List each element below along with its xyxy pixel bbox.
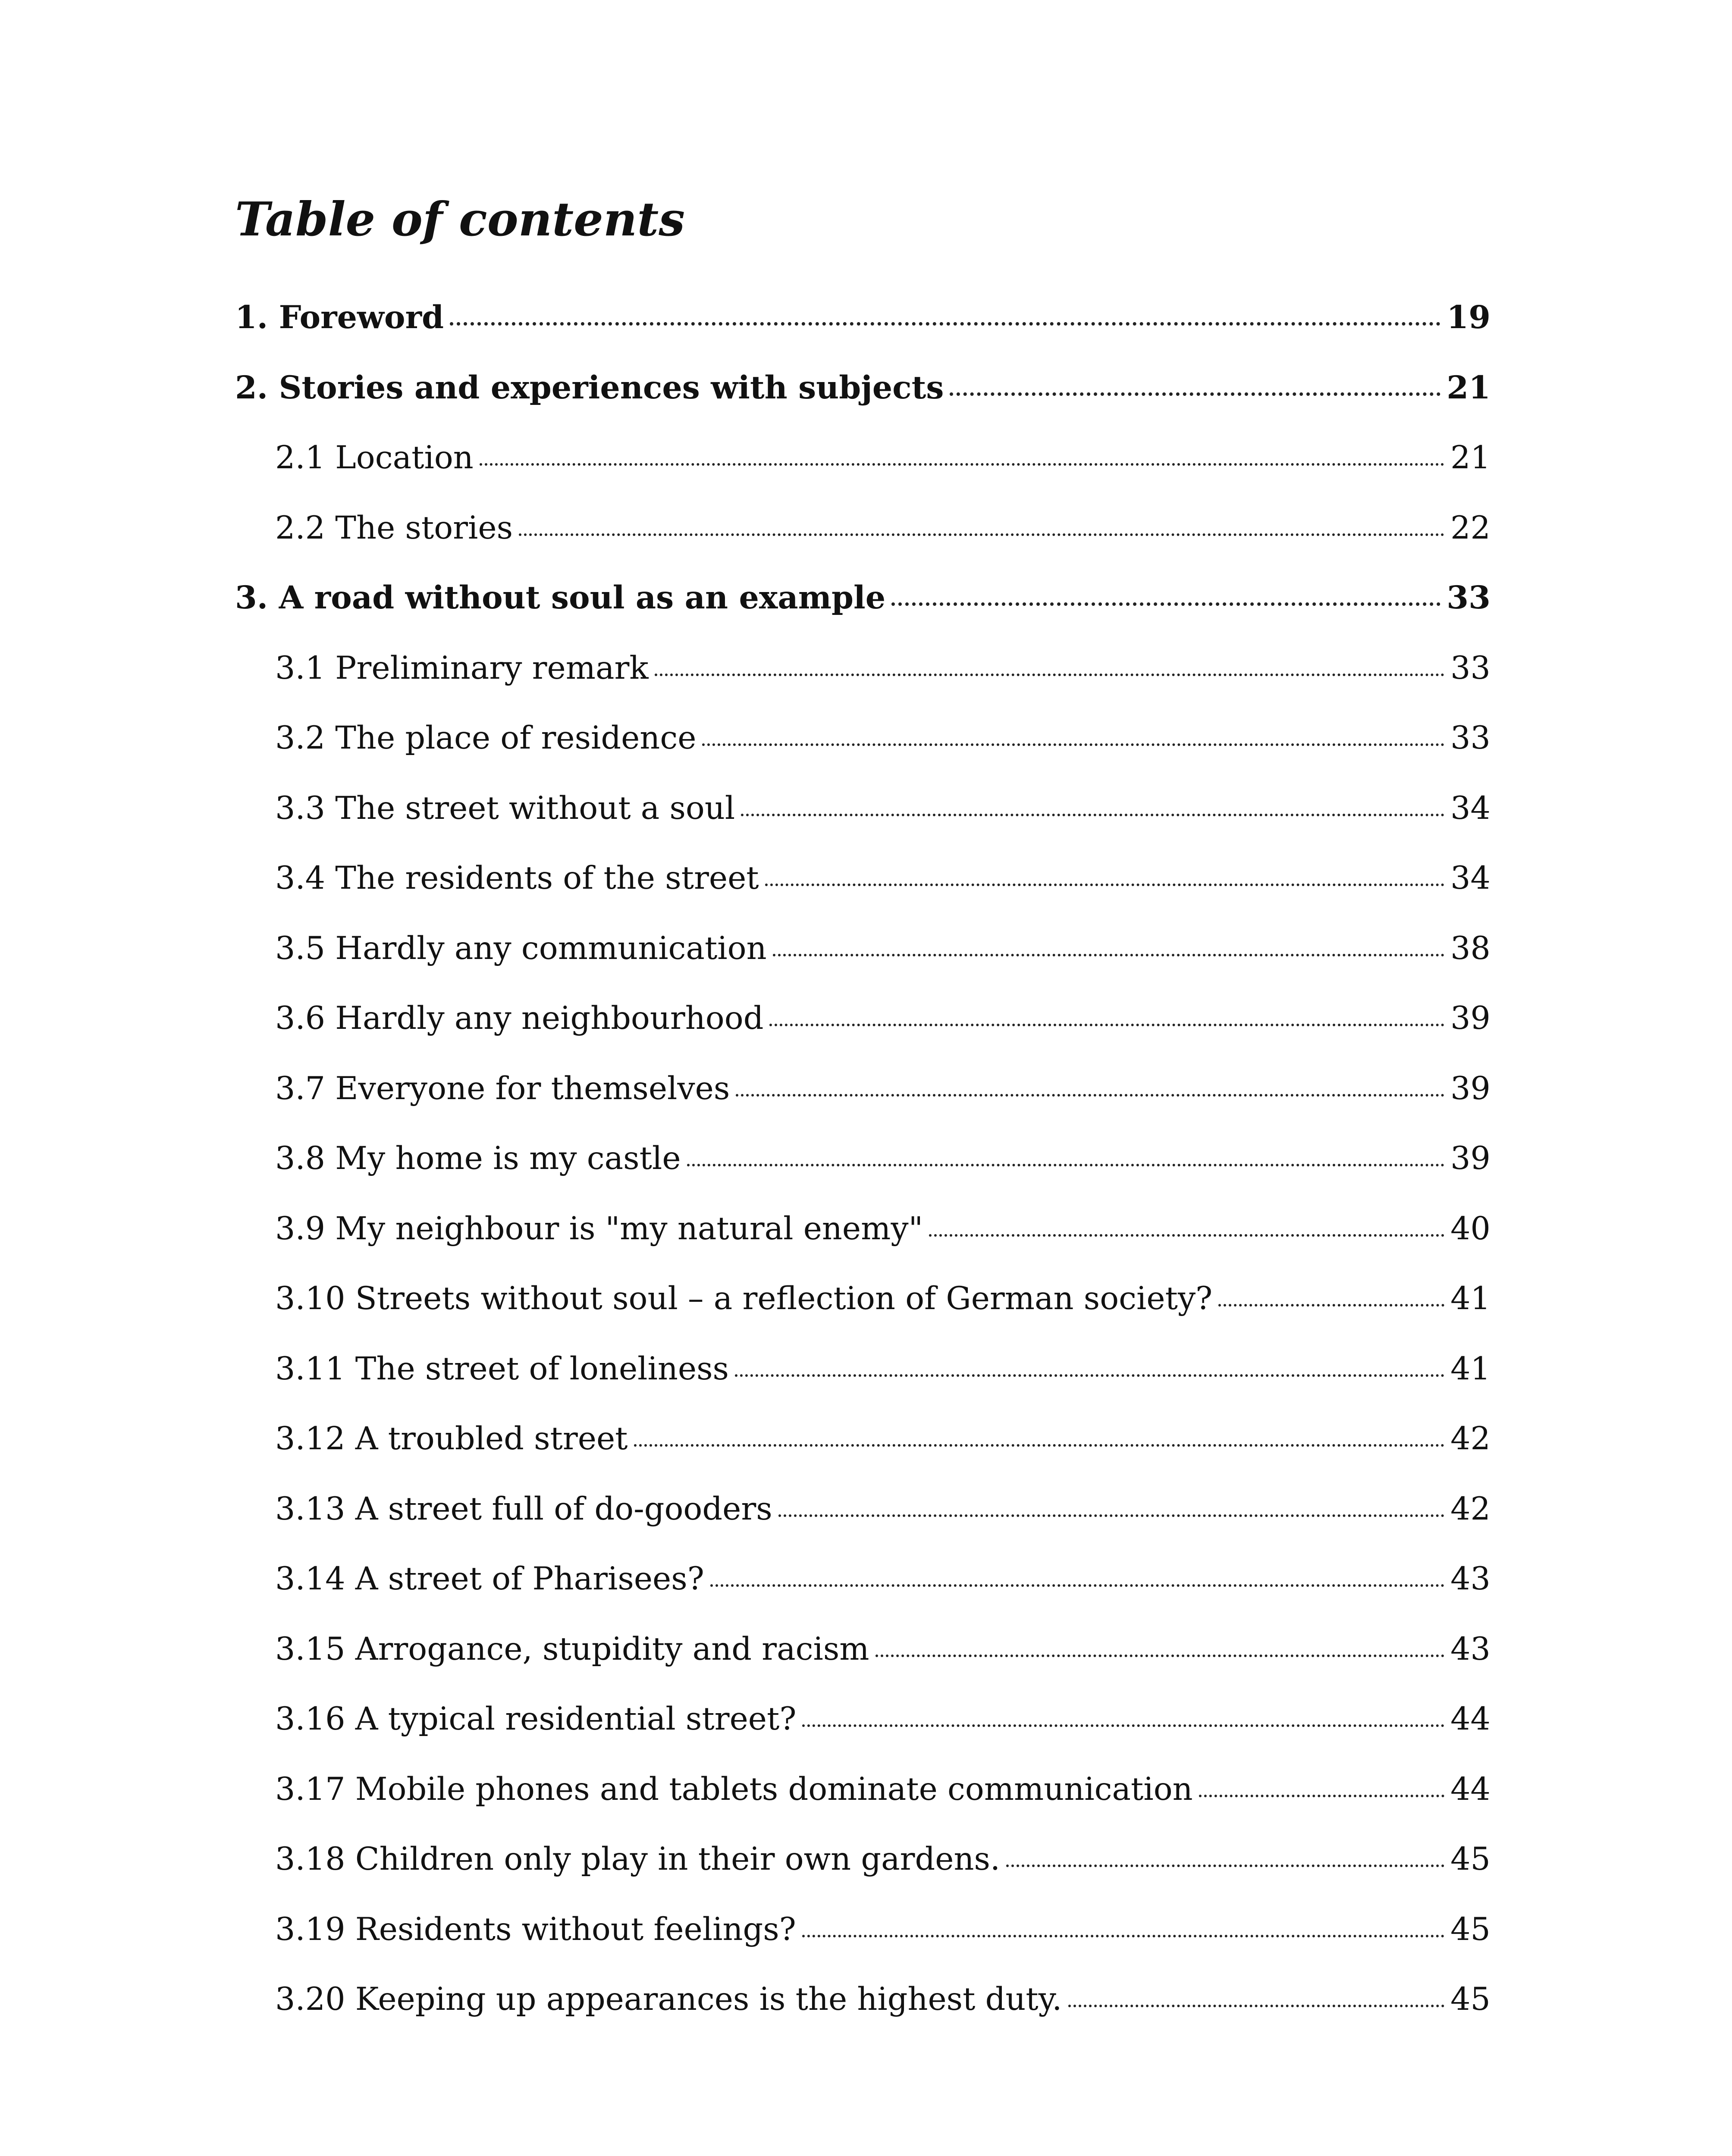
toc-entry[interactable]	[0, 930, 1732, 1003]
page-title: Table of contents	[235, 192, 685, 247]
toc-entry-label: 3.11 The street of loneliness	[275, 1350, 729, 1387]
dot-leader	[891, 602, 1440, 606]
dot-leader	[1068, 2005, 1445, 2007]
toc-entry-page: 45	[1450, 1981, 1490, 2018]
toc-entry-label: 3.4 The residents of the street	[275, 860, 759, 896]
toc-entry-page: 45	[1450, 1911, 1490, 1948]
toc-entry[interactable]	[0, 1350, 1732, 1423]
dot-leader	[687, 1164, 1445, 1166]
dot-leader	[950, 392, 1440, 396]
toc-list	[0, 299, 1732, 2054]
dot-leader	[769, 1024, 1444, 1026]
toc-entry-page: 21	[1446, 369, 1490, 406]
toc-entry-label: 3.16 A typical residential street?	[275, 1701, 797, 1737]
toc-entry-page: 43	[1450, 1630, 1490, 1667]
toc-entry[interactable]	[0, 1420, 1732, 1493]
toc-entry-page: 41	[1450, 1350, 1490, 1387]
toc-entry-page: 42	[1450, 1490, 1490, 1527]
toc-entry-label: 3.8 My home is my castle	[275, 1140, 681, 1177]
toc-entry-label: 3.3 The street without a soul	[275, 790, 735, 827]
dot-leader	[778, 1514, 1444, 1517]
dot-leader	[519, 533, 1444, 536]
toc-entry[interactable]	[0, 439, 1732, 512]
toc-entry-label: 3.14 A street of Pharisees?	[275, 1561, 704, 1597]
toc-entry-page: 44	[1450, 1771, 1490, 1808]
toc-entry-label: 3.7 Everyone for themselves	[275, 1070, 730, 1107]
toc-entry[interactable]	[0, 1703, 1732, 1774]
toc-entry[interactable]	[0, 649, 1732, 723]
toc-entry-page: 44	[1450, 1701, 1490, 1737]
toc-entry-page: 33	[1450, 720, 1490, 756]
toc-entry[interactable]	[0, 1911, 1732, 1984]
dot-leader	[702, 743, 1444, 746]
toc-entry-page: 38	[1450, 930, 1490, 967]
toc-entry[interactable]	[0, 369, 1732, 442]
toc-entry[interactable]	[0, 862, 1732, 933]
dot-leader	[480, 463, 1444, 466]
toc-entry[interactable]	[0, 1280, 1732, 1353]
toc-entry-label: 3.9 My neighbour is "my natural enemy"	[275, 1210, 923, 1247]
toc-entry-label: 3.19 Residents without feelings?	[275, 1911, 796, 1948]
toc-entry-label: 3. A road without soul as an example	[235, 579, 886, 616]
toc-entry-page: 34	[1450, 860, 1490, 896]
toc-entry-page: 22	[1450, 509, 1490, 546]
toc-entry-page: 43	[1450, 1561, 1490, 1597]
dot-leader	[929, 1234, 1444, 1237]
toc-entry-label: 2.1 Location	[275, 439, 474, 476]
toc-entry[interactable]	[0, 1210, 1732, 1283]
toc-entry-page: 34	[1450, 790, 1490, 827]
dot-leader	[765, 884, 1444, 886]
dot-leader	[655, 674, 1444, 676]
toc-entry-label: 3.13 A street full of do-gooders	[275, 1490, 772, 1527]
toc-entry-page: 39	[1450, 1140, 1490, 1177]
toc-entry-page: 39	[1450, 1070, 1490, 1107]
toc-entry-label: 3.12 A troubled street	[275, 1420, 628, 1457]
toc-entry-page: 39	[1450, 1000, 1490, 1037]
toc-entry-page: 40	[1450, 1210, 1490, 1247]
toc-entry[interactable]	[0, 722, 1732, 793]
toc-entry-page: 41	[1450, 1280, 1490, 1317]
toc-entry[interactable]	[0, 579, 1732, 652]
toc-entry[interactable]	[0, 1140, 1732, 1213]
dot-leader	[450, 322, 1440, 326]
toc-entry-label: 3.1 Preliminary remark	[275, 649, 649, 686]
toc-entry-label: 3.15 Arrogance, stupidity and racism	[275, 1630, 869, 1667]
toc-entry[interactable]	[0, 1070, 1732, 1143]
toc-entry-page: 33	[1450, 649, 1490, 686]
dot-leader	[634, 1444, 1445, 1447]
toc-entry-label: 1. Foreword	[235, 299, 444, 336]
toc-entry[interactable]	[0, 1981, 1732, 2054]
dot-leader	[736, 1094, 1444, 1097]
toc-entry-page: 21	[1450, 439, 1490, 476]
dot-leader	[773, 954, 1445, 956]
toc-entry[interactable]	[0, 1490, 1732, 1564]
dot-leader	[802, 1935, 1444, 1937]
toc-entry[interactable]	[0, 1000, 1732, 1073]
dot-leader	[802, 1724, 1444, 1727]
toc-entry-label: 2.2 The stories	[275, 509, 513, 546]
dot-leader	[735, 1374, 1444, 1377]
toc-entry[interactable]	[0, 1771, 1732, 1844]
toc-entry[interactable]	[0, 1630, 1732, 1704]
dot-leader	[875, 1655, 1445, 1657]
dot-leader	[1218, 1304, 1444, 1307]
toc-entry[interactable]	[0, 790, 1732, 863]
dot-leader	[1006, 1865, 1444, 1867]
toc-entry-label: 3.10 Streets without soul – a reflection of German society?	[275, 1280, 1213, 1317]
toc-entry-label: 3.18 Children only play in their own gardens.	[275, 1841, 1001, 1877]
toc-entry-label: 3.5 Hardly any communication	[275, 930, 767, 967]
dot-leader	[1199, 1795, 1444, 1797]
toc-entry[interactable]	[0, 1843, 1732, 1914]
toc-entry-label: 2. Stories and experiences with subjects	[235, 369, 944, 406]
dot-leader	[741, 814, 1444, 816]
toc-entry[interactable]	[0, 299, 1732, 372]
toc-entry[interactable]	[0, 509, 1732, 583]
toc-entry-page: 42	[1450, 1420, 1490, 1457]
toc-entry[interactable]	[0, 1563, 1732, 1633]
toc-entry-page: 45	[1450, 1841, 1490, 1877]
toc-entry-label: 3.17 Mobile phones and tablets dominate communication	[275, 1771, 1193, 1808]
toc-entry-page: 33	[1446, 579, 1490, 616]
dot-leader	[710, 1584, 1444, 1587]
toc-entry-label: 3.2 The place of residence	[275, 720, 697, 756]
toc-entry-label: 3.20 Keeping up appearances is the highest duty.	[275, 1981, 1062, 2018]
toc-entry-page: 19	[1446, 299, 1490, 336]
toc-entry-label: 3.6 Hardly any neighbourhood	[275, 1000, 764, 1037]
